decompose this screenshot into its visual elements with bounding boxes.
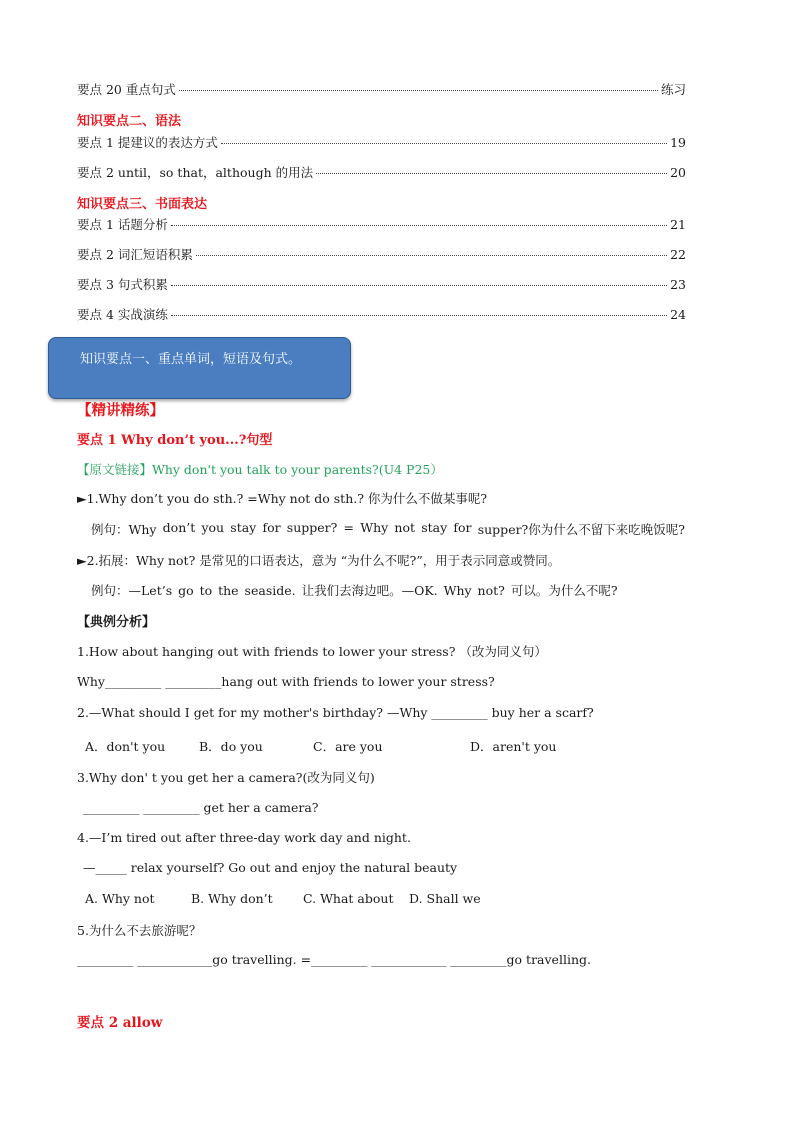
question-4-option-c: C. What about	[303, 891, 394, 906]
toc-title: 要点 20 重点句式	[77, 82, 176, 97]
toc-entry[interactable]	[77, 275, 686, 293]
question-4: 4.—I’m tired out after three-day work day and night.	[77, 830, 411, 845]
toc-entry[interactable]	[77, 245, 686, 263]
question-1-answer: Why_________ _________hang out with friends to lower your stress?	[77, 674, 495, 689]
question-2-option-a: A．don't you	[85, 739, 166, 754]
toc-title: 要点 1 提建议的表达方式	[77, 135, 218, 150]
question-2-option-b: B．do you	[199, 739, 263, 754]
example-word: not	[394, 520, 416, 535]
point2-title: 要点 2 allow	[77, 1015, 163, 1031]
toc-leader-dots	[171, 315, 667, 316]
question-4-line-2: —_____ relax yourself? Go out and enjoy the natural beauty	[83, 860, 458, 875]
toc-page: 19	[670, 135, 686, 150]
toc-leader-dots	[316, 173, 667, 174]
example-word: Why	[360, 520, 389, 535]
toc-title: 要点 1 话题分析	[77, 217, 168, 232]
toc-leader-dots	[221, 143, 667, 144]
toc-page: 练习	[660, 82, 686, 97]
toc-page: 22	[670, 247, 686, 262]
analysis-heading: 【典例分析】	[77, 615, 156, 630]
banner-text: 知识要点一、重点单词，短语及句式。	[80, 352, 302, 367]
example-word: you	[201, 520, 225, 535]
toc-section-heading: 知识要点三、书面表达	[77, 197, 208, 212]
section-banner	[48, 337, 351, 399]
point1-title: 要点 1 Why don’t you...?句型	[77, 433, 273, 448]
example-1	[91, 520, 685, 538]
example-word: stay	[421, 520, 448, 535]
question-1: 1.How about hanging out with friends to lower your stress? （改为同义句）	[77, 644, 547, 659]
section-heading-jingjiang: 【精讲精练】	[77, 402, 164, 419]
toc-page: 23	[670, 277, 686, 292]
toc-leader-dots	[196, 255, 667, 256]
note-1: ►1.Why don’t you do sth.? =Why not do sth.? 你为什么不做某事呢?	[77, 491, 488, 506]
question-4-option-a: A. Why not	[85, 891, 155, 906]
note-2: ►2.拓展：Why not? 是常见的口语表达，意为 “为什么不呢?”，用于表示同意或赞同。	[77, 553, 561, 568]
toc-entry[interactable]	[77, 305, 686, 323]
example-word: don’t	[162, 520, 196, 535]
toc-entry[interactable]	[77, 80, 686, 98]
question-3: 3.Why don' t you get her a camera?(改为同义句)	[77, 770, 375, 785]
question-4-option-d: D. Shall we	[409, 891, 481, 906]
source-link: 【原文链接】Why don't you talk to your parents?(U4 P25）	[77, 462, 443, 477]
question-5-answer: _________ ____________go travelling. =_________ ____________ _________go travelling.	[77, 952, 591, 967]
toc-title: 要点 3 句式积累	[77, 277, 168, 292]
example-word: =	[343, 520, 355, 535]
example-word: for	[453, 520, 472, 535]
example-word: supper?你为什么不留下来吃晚饭呢?	[477, 522, 685, 537]
question-5: 5.为什么不去旅游呢？	[77, 923, 202, 938]
toc-title: 要点 2 词汇短语积累	[77, 247, 193, 262]
toc-leader-dots	[171, 225, 667, 226]
example-2: 例句：—Let’s go to the seaside. 让我们去海边吧。—OK. Why not? 可以。为什么不呢?	[91, 583, 618, 598]
toc-title: 要点 2 until，so that，although 的用法	[77, 165, 314, 180]
question-2-option-c: C．are you	[313, 739, 383, 754]
toc-page: 20	[670, 165, 686, 180]
toc-title: 要点 4 实战演练	[77, 307, 168, 322]
toc-page: 21	[670, 217, 686, 232]
toc-leader-dots	[171, 285, 667, 286]
question-3-answer: _________ _________ get her a camera?	[83, 800, 319, 815]
toc-page: 24	[670, 307, 686, 322]
question-2-option-d: D．aren't you	[470, 739, 557, 754]
toc-entry[interactable]	[77, 215, 686, 233]
toc-entry[interactable]	[77, 163, 686, 181]
example-word: 例句：Why	[91, 522, 157, 537]
example-word: supper?	[286, 520, 338, 535]
question-2: 2.—What should I get for my mother's birthday? —Why _________ buy her a scarf?	[77, 705, 594, 720]
toc-section-heading: 知识要点二、语法	[77, 114, 182, 129]
question-4-option-b: B. Why don’t	[191, 891, 273, 906]
example-word: stay	[230, 520, 257, 535]
toc-entry[interactable]	[77, 133, 686, 151]
toc-leader-dots	[179, 90, 658, 91]
example-word: for	[262, 520, 281, 535]
